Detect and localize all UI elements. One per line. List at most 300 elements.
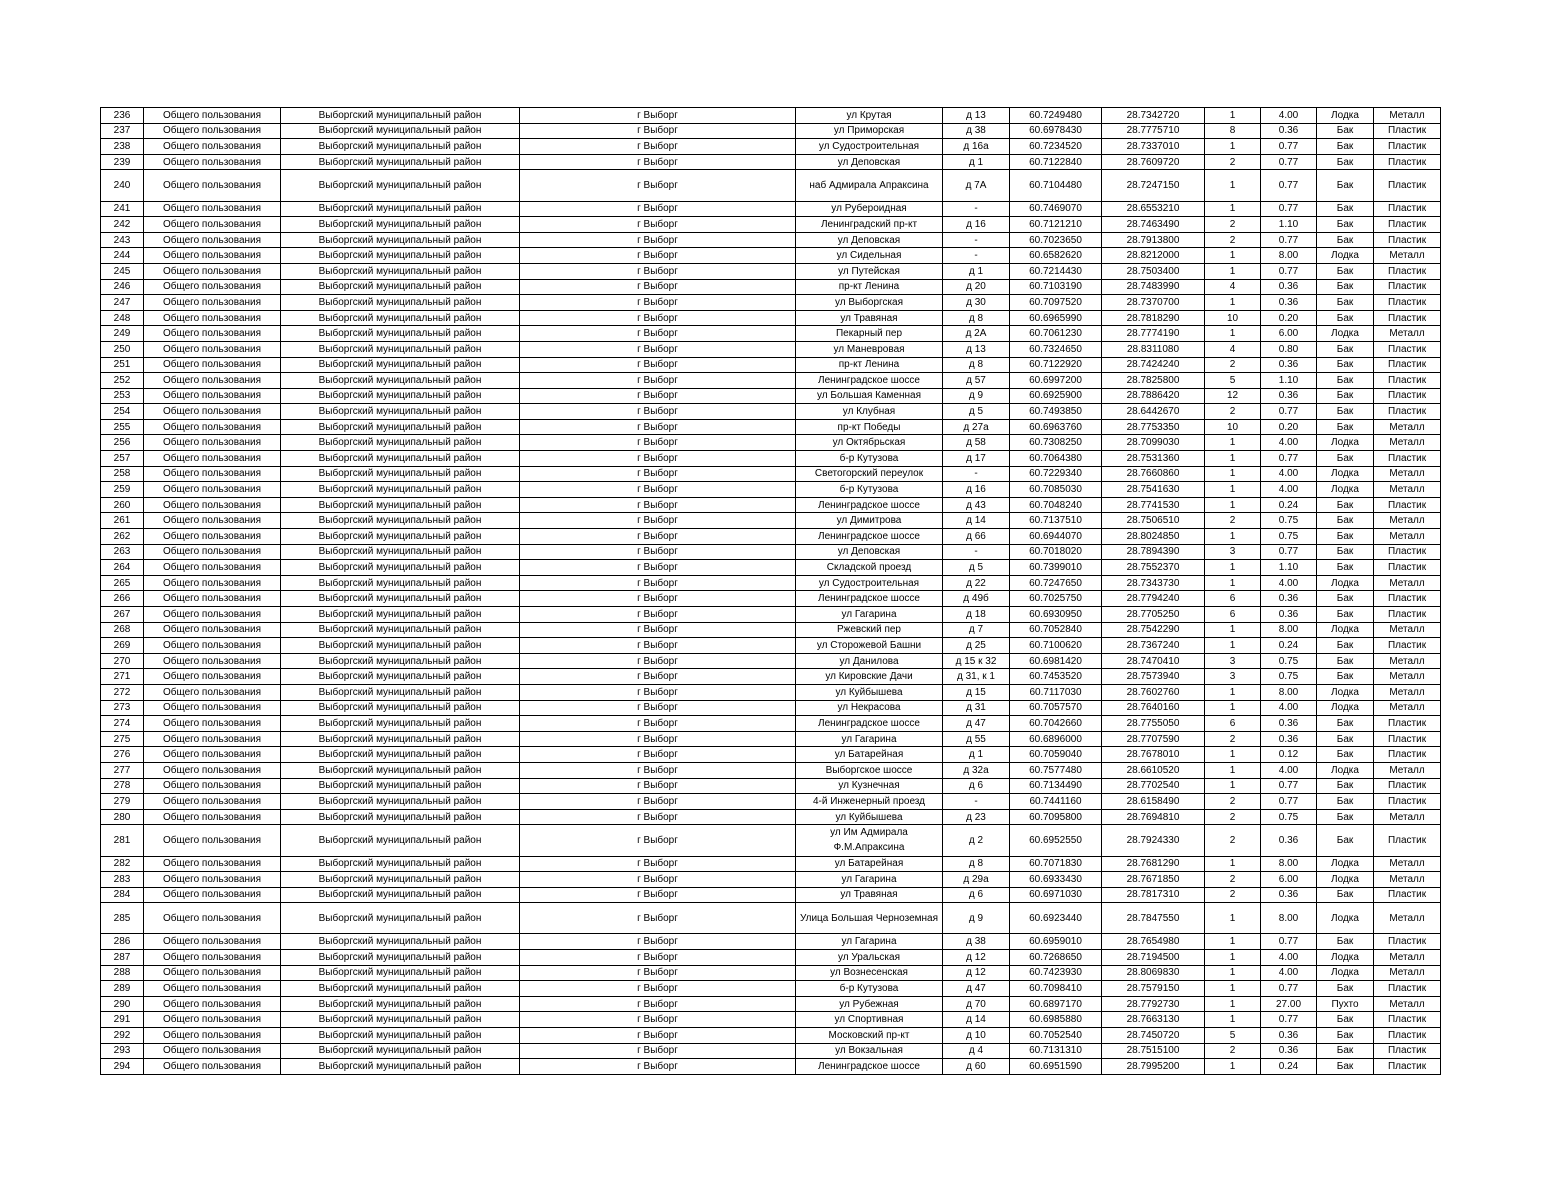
table-row [101,981,1441,997]
table-row [101,965,1441,981]
locality-cell: г Выборг [520,139,796,155]
longitude-cell: 28.7847550 [1102,903,1205,934]
container-type-cell: Лодка [1317,326,1374,342]
street-cell: ул Данилова [796,653,943,669]
house-cell: д 18 [943,607,1010,623]
latitude-cell: 60.7134490 [1010,778,1102,794]
district-cell: Выборгский муниципальный район [281,575,520,591]
house-cell: д 49б [943,591,1010,607]
usage-type-cell: Общего пользования [144,451,281,467]
house-cell: - [943,232,1010,248]
district-cell: Выборгский муниципальный район [281,856,520,872]
row-number-cell: 271 [101,669,144,685]
district-cell: Выборгский муниципальный район [281,1028,520,1044]
container-count-cell: 1 [1205,560,1261,576]
material-cell: Пластик [1374,747,1441,763]
street-cell: ул Гагарина [796,607,943,623]
longitude-cell: 28.7774190 [1102,326,1205,342]
container-type-cell: Бак [1317,1028,1374,1044]
locality-cell: г Выборг [520,716,796,732]
container-count-cell: 2 [1205,872,1261,888]
volume-cell: 0.36 [1261,1043,1317,1059]
volume-cell: 4.00 [1261,965,1317,981]
material-cell: Пластик [1374,638,1441,654]
latitude-cell: 60.6959010 [1010,934,1102,950]
locality-cell: г Выборг [520,607,796,623]
street-cell: ул Куйбышева [796,684,943,700]
row-number-cell: 289 [101,981,144,997]
longitude-cell: 28.7370700 [1102,295,1205,311]
container-count-cell: 3 [1205,653,1261,669]
container-count-cell: 1 [1205,451,1261,467]
street-cell: Выборгское шоссе [796,762,943,778]
usage-type-cell: Общего пользования [144,965,281,981]
volume-cell: 8.00 [1261,684,1317,700]
locality-cell: г Выборг [520,435,796,451]
locality-cell: г Выборг [520,747,796,763]
longitude-cell: 28.7515100 [1102,1043,1205,1059]
street-cell: Ленинградское шоссе [796,716,943,732]
container-type-cell: Бак [1317,341,1374,357]
house-cell: - [943,544,1010,560]
longitude-cell: 28.7755050 [1102,716,1205,732]
volume-cell: 4.00 [1261,108,1317,124]
usage-type-cell: Общего пользования [144,201,281,217]
usage-type-cell: Общего пользования [144,607,281,623]
usage-type-cell: Общего пользования [144,217,281,233]
house-cell: д 7 [943,622,1010,638]
latitude-cell: 60.7117030 [1010,684,1102,700]
container-type-cell: Лодка [1317,622,1374,638]
district-cell: Выборгский муниципальный район [281,872,520,888]
material-cell: Пластик [1374,404,1441,420]
container-count-cell: 1 [1205,778,1261,794]
district-cell: Выборгский муниципальный район [281,388,520,404]
material-cell: Металл [1374,653,1441,669]
volume-cell: 0.77 [1261,154,1317,170]
container-type-cell: Бак [1317,217,1374,233]
district-cell: Выборгский муниципальный район [281,357,520,373]
material-cell: Пластик [1374,607,1441,623]
volume-cell: 0.77 [1261,981,1317,997]
usage-type-cell: Общего пользования [144,404,281,420]
container-type-cell: Бак [1317,497,1374,513]
house-cell: д 29а [943,872,1010,888]
container-type-cell: Лодка [1317,108,1374,124]
latitude-cell: 60.7122920 [1010,357,1102,373]
row-number-cell: 253 [101,388,144,404]
material-cell: Пластик [1374,1043,1441,1059]
container-count-cell: 6 [1205,591,1261,607]
locality-cell: г Выборг [520,996,796,1012]
district-cell: Выборгский муниципальный район [281,295,520,311]
row-number-cell: 248 [101,310,144,326]
street-cell: ул Деповская [796,232,943,248]
longitude-cell: 28.7503400 [1102,263,1205,279]
row-number-cell: 256 [101,435,144,451]
volume-cell: 0.77 [1261,170,1317,201]
material-cell: Металл [1374,482,1441,498]
district-cell: Выборгский муниципальный район [281,560,520,576]
material-cell: Пластик [1374,139,1441,155]
container-count-cell: 5 [1205,373,1261,389]
latitude-cell: 60.7324650 [1010,341,1102,357]
street-cell: ул Кировские Дачи [796,669,943,685]
locality-cell: г Выборг [520,981,796,997]
longitude-cell: 28.7825800 [1102,373,1205,389]
district-cell: Выборгский муниципальный район [281,482,520,498]
material-cell: Пластик [1374,123,1441,139]
row-number-cell: 262 [101,529,144,545]
longitude-cell: 28.7342720 [1102,108,1205,124]
district-cell: Выборгский муниципальный район [281,419,520,435]
container-type-cell: Бак [1317,451,1374,467]
container-count-cell: 4 [1205,341,1261,357]
volume-cell: 0.24 [1261,638,1317,654]
usage-type-cell: Общего пользования [144,1043,281,1059]
container-type-cell: Лодка [1317,466,1374,482]
longitude-cell: 28.7818290 [1102,310,1205,326]
table-row [101,482,1441,498]
material-cell: Металл [1374,575,1441,591]
table-row [101,201,1441,217]
row-number-cell: 265 [101,575,144,591]
locality-cell: г Выборг [520,575,796,591]
house-cell: д 66 [943,529,1010,545]
street-cell: Ленинградский пр-кт [796,217,943,233]
longitude-cell: 28.6158490 [1102,794,1205,810]
container-type-cell: Бак [1317,934,1374,950]
container-count-cell: 1 [1205,934,1261,950]
material-cell: Пластик [1374,1028,1441,1044]
container-type-cell: Бак [1317,716,1374,732]
table-row [101,544,1441,560]
house-cell: д 13 [943,108,1010,124]
table-row [101,232,1441,248]
material-cell: Пластик [1374,716,1441,732]
container-type-cell: Бак [1317,887,1374,903]
material-cell: Пластик [1374,451,1441,467]
longitude-cell: 28.8024850 [1102,529,1205,545]
table-row [101,684,1441,700]
usage-type-cell: Общего пользования [144,684,281,700]
street-cell: Ленинградское шоссе [796,497,943,513]
street-cell: наб Адмирала Апраксина [796,170,943,201]
house-cell: д 13 [943,341,1010,357]
container-type-cell: Бак [1317,825,1374,856]
district-cell: Выборгский муниципальный район [281,981,520,997]
usage-type-cell: Общего пользования [144,903,281,934]
table-row [101,1028,1441,1044]
locality-cell: г Выборг [520,404,796,420]
volume-cell: 0.36 [1261,731,1317,747]
usage-type-cell: Общего пользования [144,295,281,311]
volume-cell: 1.10 [1261,373,1317,389]
table-row [101,497,1441,513]
usage-type-cell: Общего пользования [144,139,281,155]
container-count-cell: 1 [1205,684,1261,700]
row-number-cell: 258 [101,466,144,482]
house-cell: д 55 [943,731,1010,747]
usage-type-cell: Общего пользования [144,419,281,435]
table-row [101,435,1441,451]
material-cell: Пластик [1374,373,1441,389]
container-count-cell: 1 [1205,622,1261,638]
street-cell: Ленинградское шоссе [796,529,943,545]
container-count-cell: 1 [1205,700,1261,716]
table-row [101,217,1441,233]
longitude-cell: 28.7541630 [1102,482,1205,498]
table-row [101,872,1441,888]
street-cell: ул Рубежная [796,996,943,1012]
usage-type-cell: Общего пользования [144,762,281,778]
usage-type-cell: Общего пользования [144,154,281,170]
row-number-cell: 257 [101,451,144,467]
row-number-cell: 250 [101,341,144,357]
locality-cell: г Выборг [520,217,796,233]
row-number-cell: 240 [101,170,144,201]
volume-cell: 0.36 [1261,607,1317,623]
street-cell: Складской проезд [796,560,943,576]
container-type-cell: Бак [1317,357,1374,373]
locality-cell: г Выборг [520,357,796,373]
container-type-cell: Бак [1317,1059,1374,1075]
locality-cell: г Выборг [520,154,796,170]
street-cell: Светогорский переулок [796,466,943,482]
street-cell: б-р Кутузова [796,451,943,467]
material-cell: Пластик [1374,778,1441,794]
container-type-cell: Бак [1317,201,1374,217]
material-cell: Металл [1374,669,1441,685]
locality-cell: г Выборг [520,903,796,934]
row-number-cell: 288 [101,965,144,981]
material-cell: Металл [1374,419,1441,435]
usage-type-cell: Общего пользования [144,731,281,747]
house-cell: д 32а [943,762,1010,778]
container-type-cell: Бак [1317,388,1374,404]
container-type-cell: Бак [1317,794,1374,810]
usage-type-cell: Общего пользования [144,232,281,248]
container-count-cell: 2 [1205,217,1261,233]
house-cell: д 38 [943,123,1010,139]
material-cell: Металл [1374,809,1441,825]
container-count-cell: 2 [1205,887,1261,903]
locality-cell: г Выборг [520,1043,796,1059]
street-cell: ул Крутая [796,108,943,124]
usage-type-cell: Общего пользования [144,1028,281,1044]
usage-type-cell: Общего пользования [144,482,281,498]
row-number-cell: 247 [101,295,144,311]
longitude-cell: 28.7247150 [1102,170,1205,201]
house-cell: д 20 [943,279,1010,295]
container-count-cell: 2 [1205,731,1261,747]
district-cell: Выборгский муниципальный район [281,996,520,1012]
volume-cell: 0.36 [1261,388,1317,404]
longitude-cell: 28.8311080 [1102,341,1205,357]
row-number-cell: 246 [101,279,144,295]
street-cell: ул Рубероидная [796,201,943,217]
street-cell: Ленинградское шоссе [796,591,943,607]
container-count-cell: 1 [1205,482,1261,498]
longitude-cell: 28.7640160 [1102,700,1205,716]
district-cell: Выборгский муниципальный район [281,529,520,545]
locality-cell: г Выборг [520,1059,796,1075]
table-row [101,591,1441,607]
material-cell: Металл [1374,996,1441,1012]
house-cell: д 1 [943,263,1010,279]
house-cell: д 4 [943,1043,1010,1059]
latitude-cell: 60.7214430 [1010,263,1102,279]
container-type-cell: Бак [1317,123,1374,139]
latitude-cell: 60.7103190 [1010,279,1102,295]
row-number-cell: 276 [101,747,144,763]
table-row [101,809,1441,825]
longitude-cell: 28.7681290 [1102,856,1205,872]
street-cell: Пекарный пер [796,326,943,342]
material-cell: Металл [1374,529,1441,545]
container-count-cell: 1 [1205,497,1261,513]
longitude-cell: 28.7506510 [1102,513,1205,529]
volume-cell: 0.77 [1261,232,1317,248]
volume-cell: 8.00 [1261,903,1317,934]
longitude-cell: 28.7924330 [1102,825,1205,856]
volume-cell: 1.10 [1261,217,1317,233]
district-cell: Выборгский муниципальный район [281,700,520,716]
container-count-cell: 1 [1205,435,1261,451]
container-count-cell: 12 [1205,388,1261,404]
usage-type-cell: Общего пользования [144,248,281,264]
container-count-cell: 2 [1205,794,1261,810]
container-type-cell: Лодка [1317,950,1374,966]
longitude-cell: 28.7463490 [1102,217,1205,233]
material-cell: Металл [1374,326,1441,342]
row-number-cell: 244 [101,248,144,264]
usage-type-cell: Общего пользования [144,170,281,201]
street-cell: ул Сидельная [796,248,943,264]
house-cell: д 8 [943,856,1010,872]
street-cell: 4-й Инженерный проезд [796,794,943,810]
locality-cell: г Выборг [520,653,796,669]
row-number-cell: 284 [101,887,144,903]
container-type-cell: Лодка [1317,575,1374,591]
street-cell: пр-кт Ленина [796,357,943,373]
district-cell: Выборгский муниципальный район [281,451,520,467]
row-number-cell: 252 [101,373,144,389]
district-cell: Выборгский муниципальный район [281,123,520,139]
house-cell: д 12 [943,950,1010,966]
locality-cell: г Выборг [520,310,796,326]
table-row [101,451,1441,467]
house-cell: д 27а [943,419,1010,435]
container-type-cell: Бак [1317,607,1374,623]
table-row [101,170,1441,201]
district-cell: Выборгский муниципальный район [281,638,520,654]
locality-cell: г Выборг [520,248,796,264]
longitude-cell: 28.7343730 [1102,575,1205,591]
table-row [101,1043,1441,1059]
district-cell: Выборгский муниципальный район [281,731,520,747]
row-number-cell: 238 [101,139,144,155]
longitude-cell: 28.8069830 [1102,965,1205,981]
latitude-cell: 60.7493850 [1010,404,1102,420]
row-number-cell: 268 [101,622,144,638]
row-number-cell: 259 [101,482,144,498]
volume-cell: 0.77 [1261,934,1317,950]
house-cell: д 5 [943,560,1010,576]
volume-cell: 0.24 [1261,497,1317,513]
locality-cell: г Выборг [520,388,796,404]
locality-cell: г Выборг [520,123,796,139]
usage-type-cell: Общего пользования [144,435,281,451]
material-cell: Пластик [1374,232,1441,248]
latitude-cell: 60.7025750 [1010,591,1102,607]
table-row [101,700,1441,716]
material-cell: Металл [1374,762,1441,778]
district-cell: Выборгский муниципальный район [281,154,520,170]
locality-cell: г Выборг [520,700,796,716]
district-cell: Выборгский муниципальный район [281,684,520,700]
street-cell: ул Спортивная [796,1012,943,1028]
container-count-cell: 2 [1205,809,1261,825]
locality-cell: г Выборг [520,591,796,607]
container-type-cell: Бак [1317,981,1374,997]
usage-type-cell: Общего пользования [144,575,281,591]
house-cell: д 1 [943,154,1010,170]
locality-cell: г Выборг [520,950,796,966]
latitude-cell: 60.6582620 [1010,248,1102,264]
locality-cell: г Выборг [520,622,796,638]
latitude-cell: 60.7122840 [1010,154,1102,170]
house-cell: д 9 [943,388,1010,404]
usage-type-cell: Общего пользования [144,856,281,872]
container-count-cell: 1 [1205,638,1261,654]
table-row [101,762,1441,778]
row-number-cell: 260 [101,497,144,513]
usage-type-cell: Общего пользования [144,513,281,529]
container-type-cell: Лодка [1317,248,1374,264]
district-cell: Выборгский муниципальный район [281,607,520,623]
latitude-cell: 60.7104480 [1010,170,1102,201]
usage-type-cell: Общего пользования [144,326,281,342]
street-cell: Ленинградское шоссе [796,373,943,389]
latitude-cell: 60.7399010 [1010,560,1102,576]
locality-cell: г Выборг [520,513,796,529]
material-cell: Пластик [1374,560,1441,576]
row-number-cell: 245 [101,263,144,279]
locality-cell: г Выборг [520,451,796,467]
volume-cell: 0.75 [1261,513,1317,529]
volume-cell: 0.77 [1261,451,1317,467]
district-cell: Выборгский муниципальный район [281,965,520,981]
container-type-cell: Бак [1317,1012,1374,1028]
container-type-cell: Бак [1317,731,1374,747]
street-cell: ул Гагарина [796,872,943,888]
house-cell: д 8 [943,357,1010,373]
street-cell: ул Маневровая [796,341,943,357]
container-type-cell: Бак [1317,263,1374,279]
house-cell: д 47 [943,981,1010,997]
row-number-cell: 273 [101,700,144,716]
row-number-cell: 261 [101,513,144,529]
container-type-cell: Лодка [1317,872,1374,888]
container-type-cell: Бак [1317,232,1374,248]
row-number-cell: 270 [101,653,144,669]
volume-cell: 4.00 [1261,950,1317,966]
longitude-cell: 28.7654980 [1102,934,1205,950]
row-number-cell: 236 [101,108,144,124]
table-row [101,887,1441,903]
usage-type-cell: Общего пользования [144,950,281,966]
